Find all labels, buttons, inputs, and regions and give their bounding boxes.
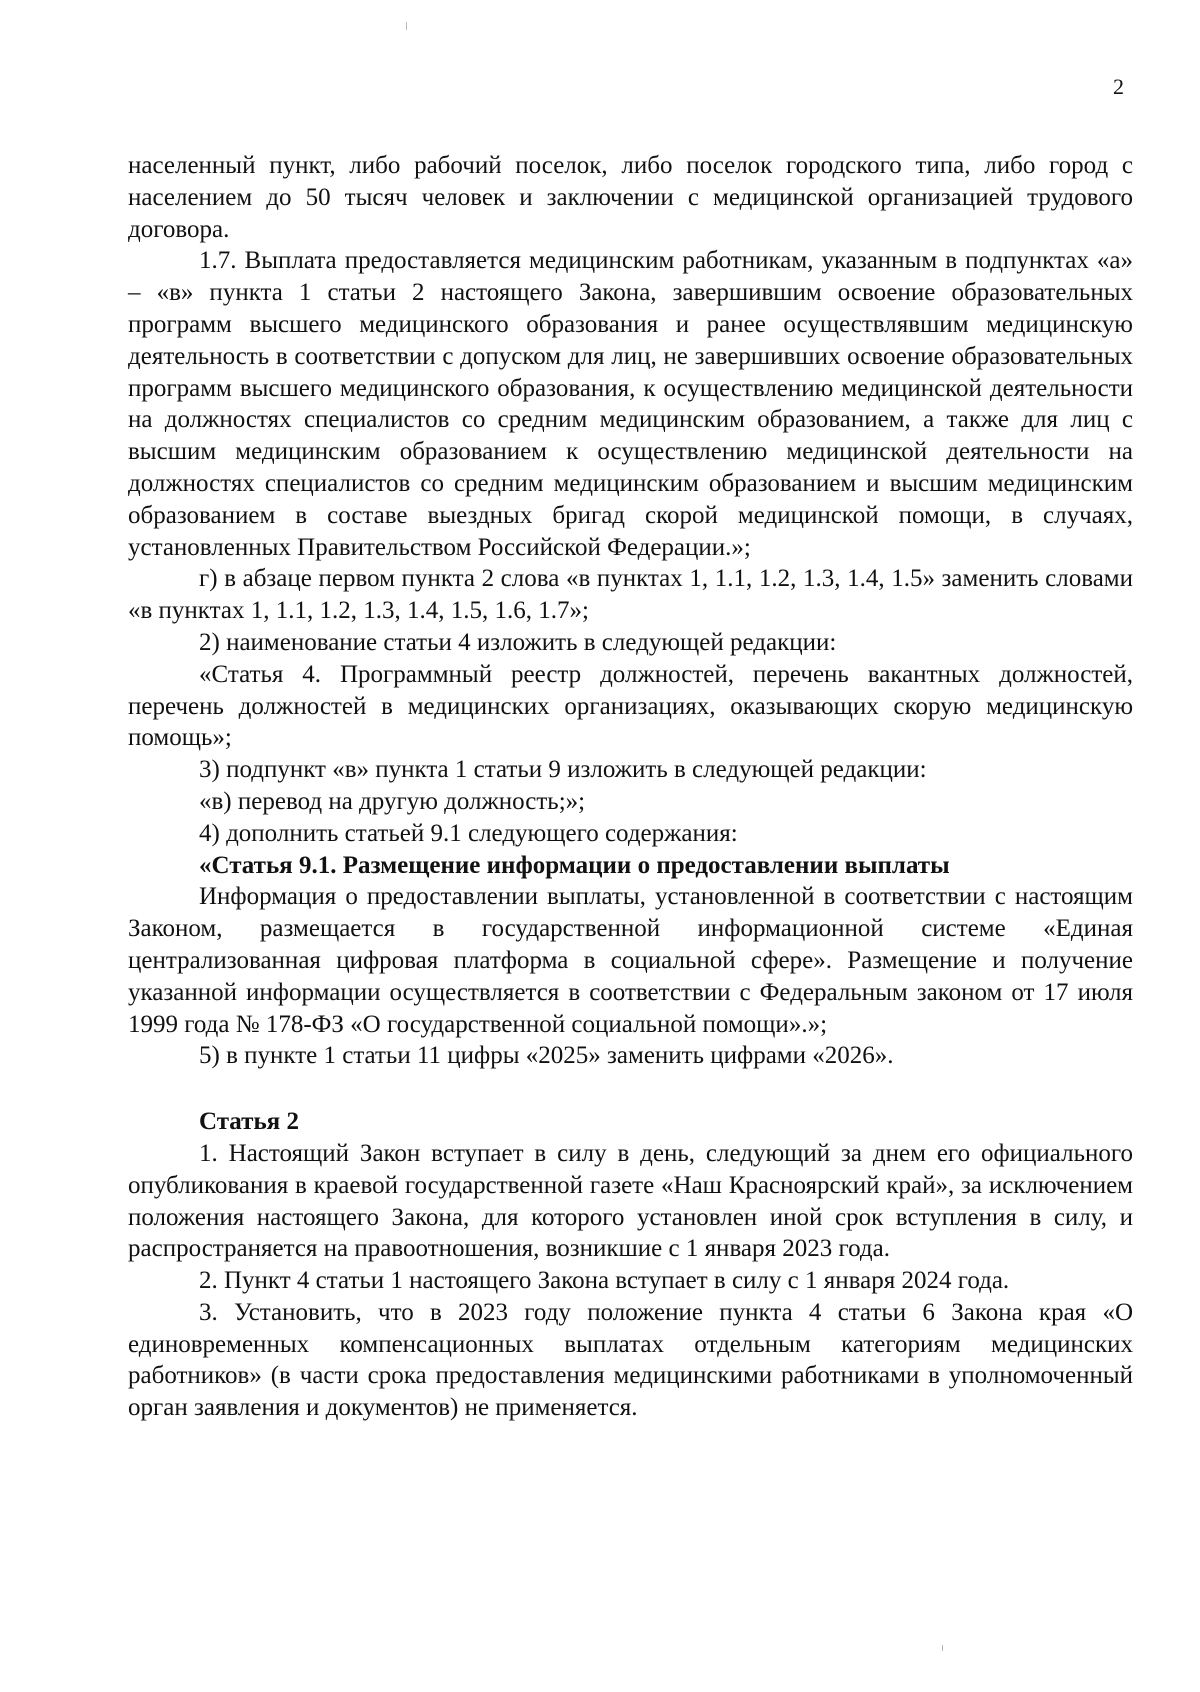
page-number: 2 [1113, 74, 1124, 99]
paragraph-article-2-item-2: 2. Пункт 4 статьи 1 настоящего Закона вступает в силу с 1 января 2024 года. [199, 1267, 1010, 1295]
paragraph-article-2-item-3: 3. Установить, что в 2023 году положение пункта 4 статьи 6 Закона края «О единовременных компенсационных выплатах отдельным категориям медицинских работников» (в части срока предоставления медицинскими работниками в уполномоченный орган заявления и документов) не применяется. [128, 1298, 1133, 1422]
article-9-1-heading: «Статья 9.1. Размещение информации о предоставлении выплаты [199, 851, 950, 879]
article-2-heading: Статья 2 [199, 1108, 299, 1136]
paragraph-subitem-g: г) в абзаце первом пункта 2 слова «в пунктах 1, 1.1, 1.2, 1.3, 1.4, 1.5» заменить словами «в пунктах 1, 1.1, 1.2, 1.3, 1.4, 1.5, 1.6, 1.7»; [128, 565, 1133, 625]
paragraph-continuation: населенный пункт, либо рабочий поселок, либо поселок городского типа, либо город с населением до 50 тысяч человек и заключении с медицинской организацией трудового договора. [128, 152, 1133, 243]
paragraph-article-2-item-1: 1. Настоящий Закон вступает в силу в день, следующий за днем его официального опубликования в краевой государственной газете «Наш Красноярский край», за исключением положения настоящего Закона, для которого установлен иной срок вступления в силу, и распространяется на правоотношения, возникшие с 1 января 2023 года. [128, 1139, 1133, 1263]
paragraph-article-4-title: «Статья 4. Программный реестр должностей, перечень вакантных должностей, перечень должностей в медицинских организациях, оказывающих скорую медицинскую помощь»; [128, 660, 1133, 752]
paragraph-item-4: 4) дополнить статьей 9.1 следующего содержания: [199, 819, 738, 847]
paragraph-item-2: 2) наименование статьи 4 изложить в следующей редакции: [199, 628, 837, 656]
paragraph-item-5: 5) в пункте 1 статьи 11 цифры «2025» заменить цифрами «2026». [199, 1042, 894, 1070]
scan-speck-top [406, 22, 407, 30]
paragraph-item-1-7: 1.7. Выплата предоставляется медицинским работникам, указанным в подпунктах «а» – «в» пункта 1 статьи 2 настоящего Закона, завершившим освоение образовательных программ высшего медицинского образования и ранее осуществлявшим медицинскую деятельность в соответствии с допуском для лиц, не завершивших освоение образовательных программ высшего медицинского образования, к осуществлению медицинской деятельности на должностях специалистов со средним медицинским образованием, а также для лиц с высшим медицинским образованием к осуществлению медицинской деятельности на должностях специалистов со средним медицинским образованием и высшим медицинским образованием в составе выездных бригад скорой медицинской помощи, в случаях, установленных Правительством Российской Федерации.»; [128, 247, 1133, 561]
paragraph-subitem-v: «в) перевод на другую должность;»; [199, 787, 586, 815]
paragraph-item-3: 3) подпункт «в» пункта 1 статьи 9 изложить в следующей редакции: [199, 756, 927, 784]
scan-speck-bottom [942, 1645, 943, 1651]
paragraph-article-9-1-text: Информация о предоставлении выплаты, установленной в соответствии с настоящим Законом, размещается в государственной информационной системе «Единая централизованная цифровая платформа в социальной сфере». Размещение и получение указанной информации осуществляется в соответствии с Федеральным законом от 17 июля 1999 года № 178-ФЗ «О государственной социальной помощи».»; [128, 883, 1133, 1038]
document-body [128, 150, 1133, 1424]
